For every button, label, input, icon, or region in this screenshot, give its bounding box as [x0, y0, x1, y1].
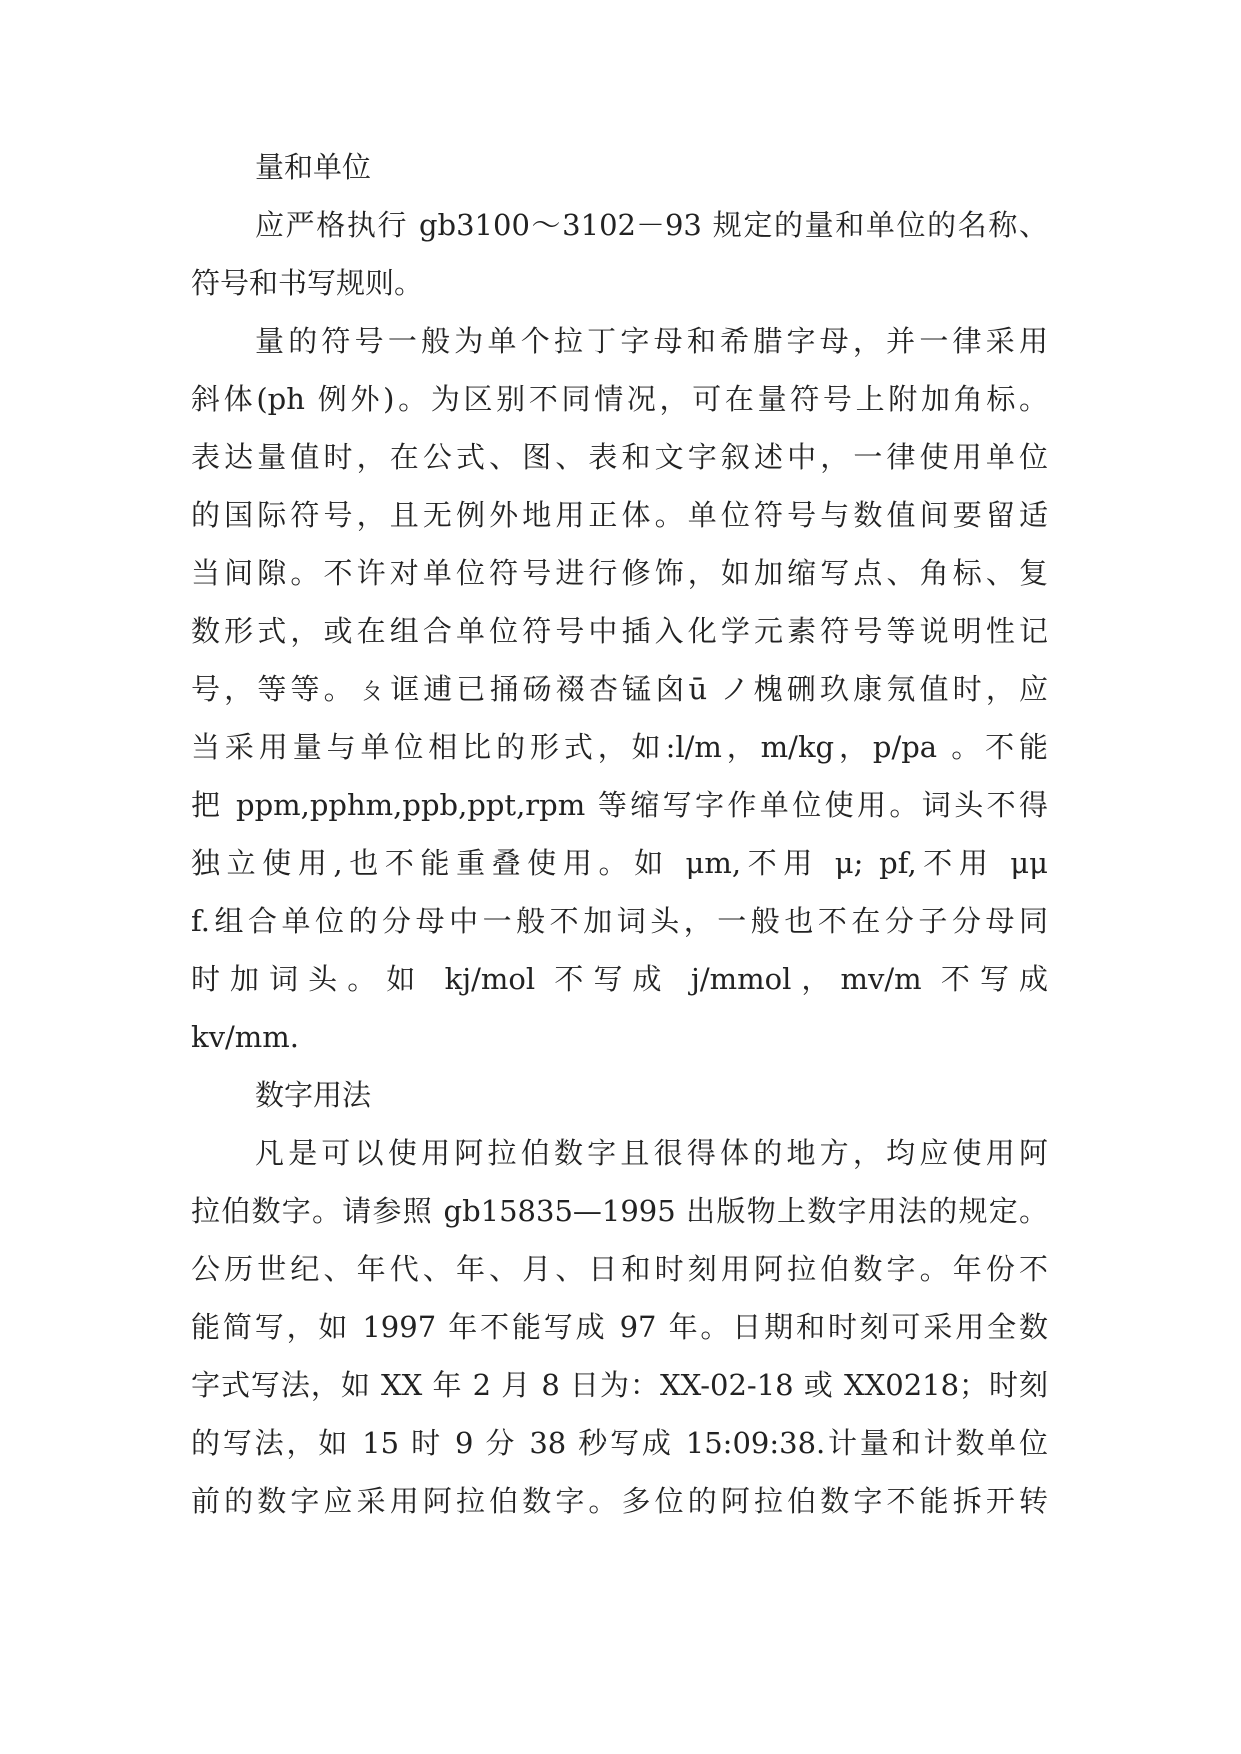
paragraph-line: 的写法，如 15 时 9 分 38 秒写成 15:09:38.计量和计数单位 — [191, 1426, 1048, 1460]
paragraph-line: 独立使用,也不能重叠使用。如 μm,不用 μ; pf,不用 μμ — [191, 846, 1048, 880]
paragraph-line: f.组合单位的分母中一般不加词头，一般也不在分子分母同 — [191, 904, 1048, 938]
paragraph-line: 当采用量与单位相比的形式，如:l/m，m/kg，p/pa 。不能 — [191, 730, 1048, 764]
paragraph-line: 拉伯数字。请参照 gb15835—1995 出版物上数字用法的规定。 — [191, 1194, 1048, 1228]
paragraph-line: 公历世纪、年代、年、月、日和时刻用阿拉伯数字。年份不 — [191, 1252, 1048, 1286]
paragraph-line: 数形式，或在组合单位符号中插入化学元素符号等说明性记 — [191, 614, 1048, 648]
paragraph-line: 时加词头。如 kj/mol 不写成 j/mmol，mv/m 不写成 — [191, 962, 1048, 996]
paragraph-line: 当间隙。不许对单位符号进行修饰，如加缩写点、角标、复 — [191, 556, 1048, 590]
paragraph-line: kv/mm. — [191, 1020, 299, 1054]
paragraph-line: 量的符号一般为单个拉丁字母和希腊字母，并一律采用 — [255, 324, 1048, 358]
paragraph-line: 应严格执行 gb3100～3102－93 规定的量和单位的名称、 — [255, 208, 1048, 242]
section-heading-numbers: 数字用法 — [255, 1078, 372, 1112]
paragraph-line: 能简写，如 1997 年不能写成 97 年。日期和时刻可采用全数 — [191, 1310, 1048, 1344]
section-heading-units: 量和单位 — [255, 150, 372, 184]
document-body — [191, 138, 1048, 1530]
paragraph-line: 号，等等。ㄆ诓逋已捅砀裰杏锰囟ū ノ槐硎玖康氖值时，应 — [191, 672, 1048, 706]
paragraph-line: 凡是可以使用阿拉伯数字且很得体的地方，均应使用阿 — [255, 1136, 1048, 1170]
paragraph-line: 把 ppm,pphm,ppb,ppt,rpm 等缩写字作单位使用。词头不得 — [191, 788, 1048, 822]
paragraph-line: 斜体(ph 例外)。为区别不同情况，可在量符号上附加角标。 — [191, 382, 1048, 416]
paragraph-line: 表达量值时，在公式、图、表和文字叙述中，一律使用单位 — [191, 440, 1048, 474]
paragraph-line: 前的数字应采用阿拉伯数字。多位的阿拉伯数字不能拆开转 — [191, 1484, 1048, 1518]
paragraph-line: 字式写法，如 XX 年 2 月 8 日为：XX-02-18 或 XX0218；时刻 — [191, 1368, 1048, 1402]
paragraph-line: 的国际符号，且无例外地用正体。单位符号与数值间要留适 — [191, 498, 1048, 532]
paragraph-line: 符号和书写规则。 — [191, 266, 424, 300]
